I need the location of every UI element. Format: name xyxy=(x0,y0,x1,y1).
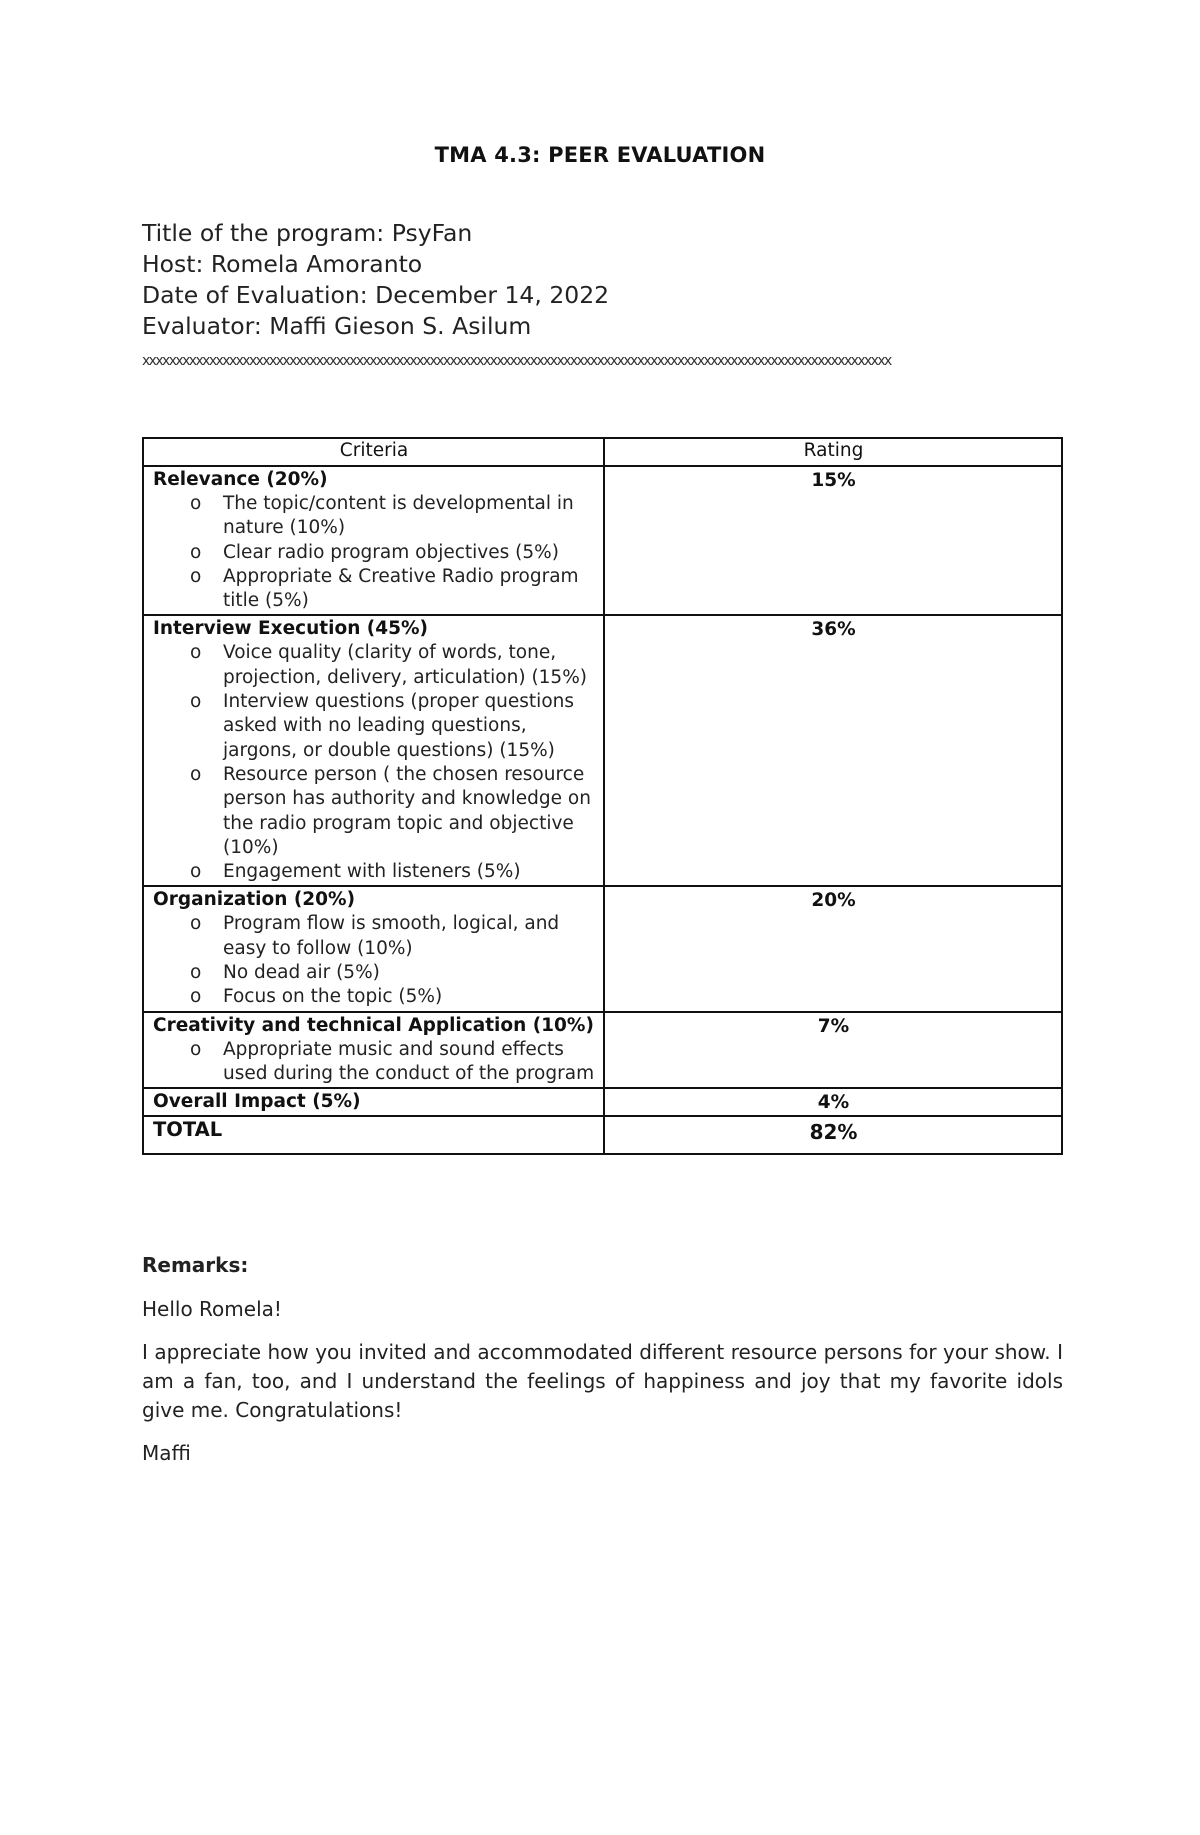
criteria-row xyxy=(143,1012,1062,1089)
program-info xyxy=(142,218,609,342)
criteria-item-text: No dead air (5%) xyxy=(223,962,380,984)
criteria-row xyxy=(143,886,1062,1011)
criteria-cell xyxy=(143,466,604,615)
criteria-row xyxy=(143,466,1062,615)
rating-value: 36% xyxy=(604,615,1062,886)
remarks-label: Remarks: xyxy=(142,1253,249,1277)
rating-value: 7% xyxy=(604,1012,1062,1089)
criteria-item xyxy=(153,1038,595,1087)
criteria-item-text: Program flow is smooth, logical, and easy to follow (10%) xyxy=(223,913,560,959)
remarks-signature: Maffi xyxy=(142,1441,191,1465)
criteria-item-text: Resource person ( the chosen resource person has authority and knowledge on the radio program topic and objective (10%) xyxy=(223,763,591,858)
criteria-item-text: The topic/content is developmental in nature (10%) xyxy=(223,493,574,539)
bullet-icon: o xyxy=(190,763,202,785)
criteria-title: Overall Impact (5%) xyxy=(153,1091,361,1113)
evaluation-table xyxy=(142,437,1063,1155)
bullet-icon: o xyxy=(190,861,202,883)
criteria-item-text: Voice quality (clarity of words, tone, projection, delivery, articulation) (15%) xyxy=(223,642,588,688)
criteria-item xyxy=(153,912,595,961)
criteria-title: Relevance (20%) xyxy=(153,469,328,490)
criteria-cell xyxy=(143,1012,604,1089)
rating-value: 4% xyxy=(604,1088,1062,1116)
host-line: Host: Romela Amoranto xyxy=(142,250,423,278)
remarks-body: I appreciate how you invited and accommodated different resource persons for your show. I am a fan, too, and I understand the feelings of happiness and joy that my favorite idols give me. Congratulations! xyxy=(142,1340,1063,1422)
remarks-section xyxy=(142,1253,1063,1482)
criteria-item-text: Focus on the topic (5%) xyxy=(223,986,443,1008)
criteria-item-text: Interview questions (proper questions asked with no leading questions, jargons, or double questions) (15%) xyxy=(223,691,575,761)
criteria-cell xyxy=(143,615,604,886)
criteria-item xyxy=(153,860,595,884)
criteria-items xyxy=(153,492,595,613)
criteria-item xyxy=(153,565,595,614)
criteria-item xyxy=(153,985,595,1009)
total-label: TOTAL xyxy=(143,1116,604,1154)
bullet-icon: o xyxy=(190,642,202,664)
criteria-item xyxy=(153,641,595,690)
bullet-icon: o xyxy=(190,565,202,587)
remarks-greeting: Hello Romela! xyxy=(142,1297,282,1321)
criteria-item-text: Engagement with listeners (5%) xyxy=(223,861,521,883)
criteria-title: Creativity and technical Application (10%) xyxy=(153,1014,594,1036)
criteria-cell xyxy=(143,1088,604,1116)
rating-header: Rating xyxy=(604,438,1062,466)
criteria-items xyxy=(153,641,595,884)
criteria-title: Interview Execution (45%) xyxy=(153,618,428,640)
bullet-icon: o xyxy=(190,962,202,984)
criteria-item xyxy=(153,961,595,985)
criteria-title: Organization (20%) xyxy=(153,889,356,911)
criteria-row xyxy=(143,1088,1062,1116)
bullet-icon: o xyxy=(190,913,202,935)
criteria-items xyxy=(153,1038,595,1087)
bullet-icon: o xyxy=(190,986,202,1008)
criteria-item xyxy=(153,541,595,565)
criteria-row xyxy=(143,615,1062,886)
total-value: 82% xyxy=(604,1116,1062,1154)
x-divider: xxxxxxxxxxxxxxxxxxxxxxxxxxxxxxxxxxxxxxxxxxxxxxxxxxxxxxxxxxxxxxxxxxxxxxxxxxxxxxxxxxxxxxxxxxxxxxxxxxxxxxxxxxxxxxxx xyxy=(142,353,891,369)
evaluator-line: Evaluator: Maffi Gieson S. Asilum xyxy=(142,312,532,340)
criteria-items xyxy=(153,912,595,1009)
rating-value: 20% xyxy=(604,886,1062,1011)
criteria-item-text: Clear radio program objectives (5%) xyxy=(223,541,559,563)
program-title-line: Title of the program: PsyFan xyxy=(142,219,473,247)
criteria-item-text: Appropriate & Creative Radio program title (5%) xyxy=(223,565,579,612)
bullet-icon: o xyxy=(190,493,202,514)
bullet-icon: o xyxy=(190,691,202,713)
page-title: TMA 4.3: PEER EVALUATION xyxy=(434,143,766,167)
rating-value: 15% xyxy=(604,466,1062,615)
criteria-header: Criteria xyxy=(143,438,604,466)
bullet-icon: o xyxy=(190,541,202,563)
criteria-item xyxy=(153,763,595,860)
evaluation-date-line: Date of Evaluation: December 14, 2022 xyxy=(142,281,610,309)
criteria-item xyxy=(153,690,595,763)
criteria-cell xyxy=(143,886,604,1011)
criteria-item xyxy=(153,492,595,541)
total-row xyxy=(143,1116,1062,1154)
table-header-row xyxy=(143,438,1062,466)
bullet-icon: o xyxy=(190,1038,202,1060)
criteria-item-text: Appropriate music and sound effects used during the conduct of the program xyxy=(223,1038,595,1084)
criteria-rows xyxy=(143,466,1062,1116)
